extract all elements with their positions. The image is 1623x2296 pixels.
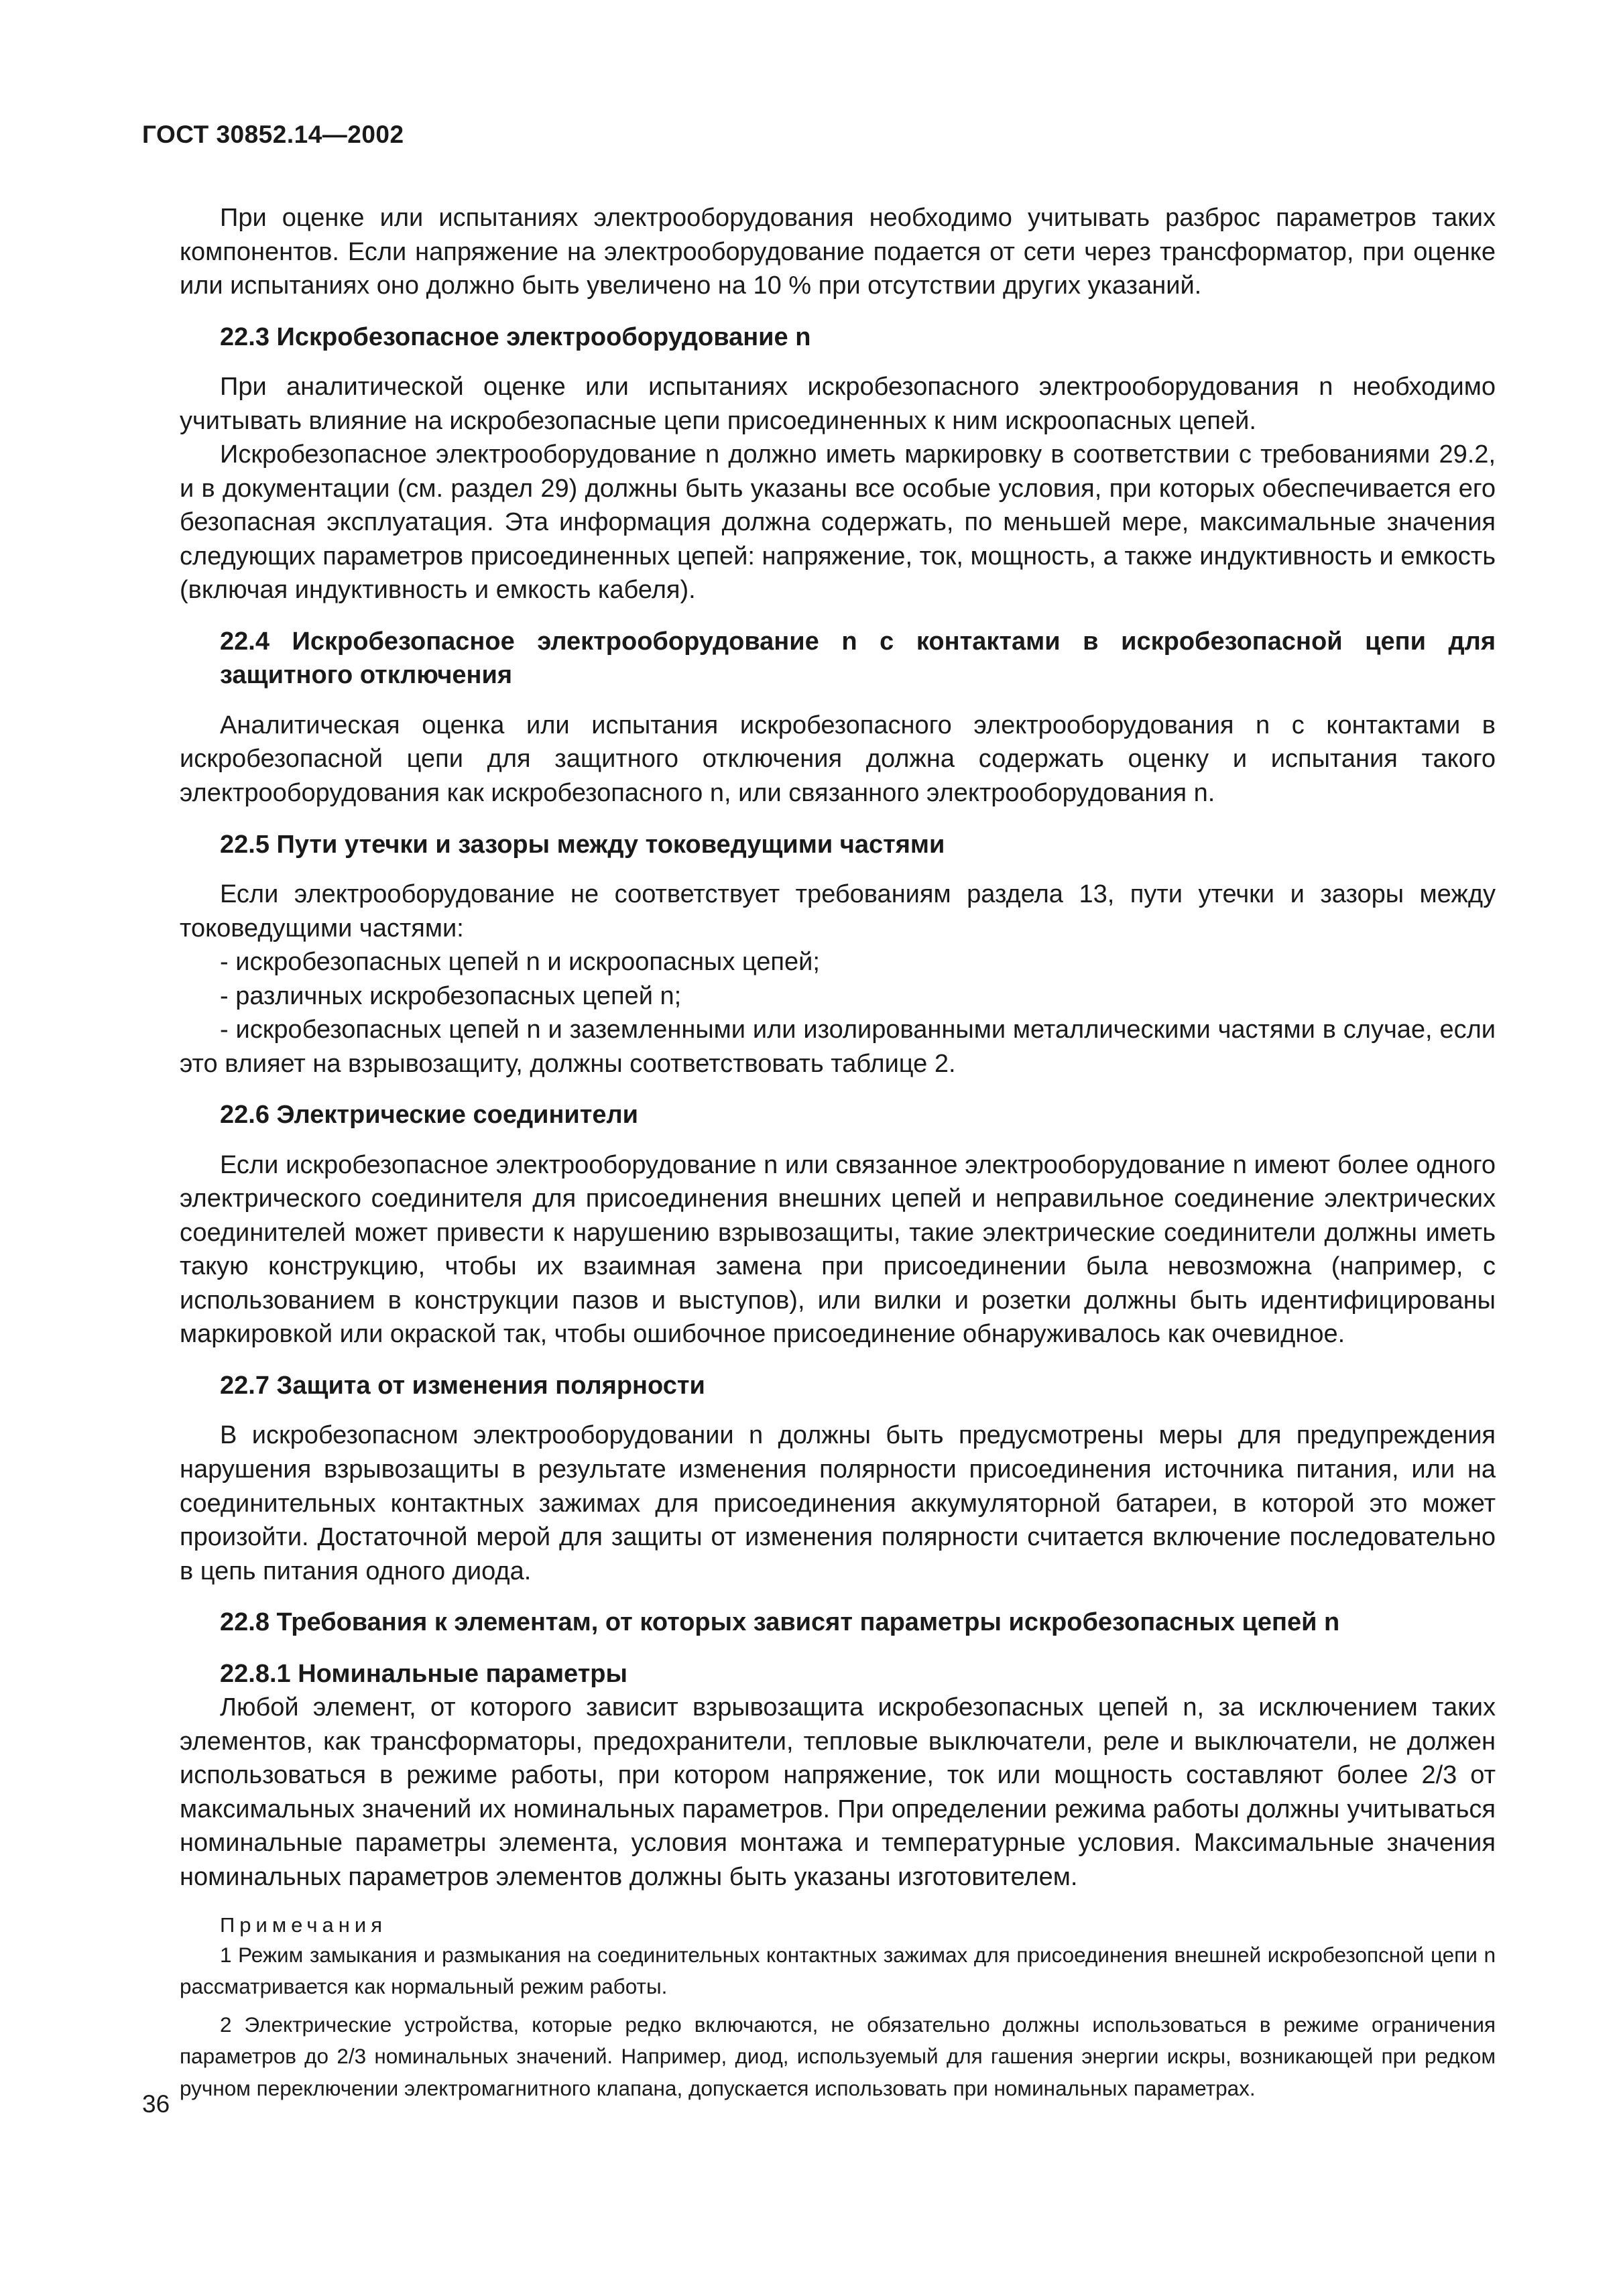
list-item: - искробезопасных цепей n и искроопасных цепей;	[220, 948, 820, 977]
section-heading-22-7: 22.7 Защита от изменения полярности	[220, 1371, 705, 1400]
section-heading-22-6: 22.6 Электрические соединители	[220, 1101, 638, 1130]
note-item: 1 Режим замыкания и размыкания на соединительных контактных зажимах для присоединения внешней искробезопсной цепи n рассматривается как нормальный режим работы.	[180, 1942, 1496, 1998]
paragraph: Любой элемент, от которого зависит взрывозащита искробезопасных цепей n, за исключением таких элементов, как трансформаторы, предохранители, тепловые выключатели, реле и выключатели, не должен использоваться в режиме работы, при котором напряжение, ток или мощность составляют более 2/3 от максимальных значений их номинальных параметров. При определении режима работы должны учитываться номинальные параметры элемента, условия монтажа и температурные условия. Максимальные значения номинальных параметров элементов должны быть указаны изготовителем.	[180, 1693, 1496, 1891]
section-heading-22-4: 22.4 Искробезопасное электрооборудование n с контактами в искробезопасной цепи для защитного отключения	[220, 627, 1496, 690]
paragraph: Аналитическая оценка или испытания искробезопасного электрооборудования n с контактами в искробезопасной цепи для защитного отключения должна содержать оценку и испытания такого электрооборудования как искробезопасного n, или связанного электрооборудования n.	[180, 711, 1496, 807]
paragraph: Если электрооборудование не соответствует требованиям раздела 13, пути утечки и зазоры между токоведущими частями:	[180, 880, 1496, 943]
list-item: - различных искробезопасных цепей n;	[220, 981, 682, 1010]
page-number: 36	[142, 2090, 170, 2118]
section-heading-22-5: 22.5 Пути утечки и зазоры между токоведущими частями	[220, 830, 945, 859]
paragraph: Искробезопасное электрооборудование n должно иметь маркировку в соответствии с требованиями 29.2, и в документации (см. раздел 29) должны быть указаны все особые условия, при которых обеспечивается его безопасная эксплуатация. Эта информация должна содержать, по меньшей мере, максимальные значения следующих параметров присоединенных цепей: напряжение, ток, мощность, а также индуктивность и емкость (включая индуктивность и емкость кабеля).	[180, 440, 1496, 605]
notes-heading: Примечания	[220, 1913, 387, 1937]
paragraph: При оценке или испытаниях электрооборудования необходимо учитывать разброс параметров таких компонентов. Если напряжение на электрооборудование подается от сети через трансформатор, при оценке или испытаниях оно должно быть увеличено на 10 % при отсутствии других указаний.	[180, 204, 1496, 300]
paragraph: Если искробезопасное электрооборудование n или связанное электрооборудование n имеют более одного электрического соединителя для присоединения внешних цепей и неправильное соединение электрических соединителей может привести к нарушению взрывозащиты, такие электрические соединители должны иметь такую конструкцию, чтобы их взаимная замена при присоединении была невозможна (например, с использованием в конструкции пазов и выступов), или вилки и розетки должны быть идентифицированы маркировкой или окраской так, чтобы ошибочное присоединение обнаруживалось как очевидное.	[180, 1150, 1496, 1349]
note-item: 2 Электрические устройства, которые редко включаются, не обязательно должны использоваться в режиме ограничения параметров до 2/3 номинальных значений. Например, диод, используемый для гашения энергии искры, возникающей при редком ручном переключении электромагнитного клапана, допускается использовать при номинальных параметрах.	[180, 2012, 1496, 2100]
section-heading-22-8: 22.8 Требования к элементам, от которых зависят параметры искробезопасных цепей n	[220, 1608, 1340, 1637]
document-body	[180, 201, 1496, 2104]
paragraph: При аналитической оценке или испытаниях искробезопасного электрооборудования n необходимо учитывать влияние на искробезопасные цепи присоединенных к ним искроопасных цепей.	[180, 373, 1496, 435]
section-heading-22-3: 22.3 Искробезопасное электрооборудование n	[220, 322, 811, 351]
page-header: ГОСТ 30852.14—2002	[142, 121, 404, 148]
paragraph: В искробезопасном электрооборудовании n должны быть предусмотрены меры для предупреждения нарушения взрывозащиты в результате изменения полярности присоединения источника питания, или на соединительных контактных зажимах для присоединения аккумуляторной батареи, в которой это может произойти. Достаточной мерой для защиты от изменения полярности считается включение последовательно в цепь питания одного диода.	[180, 1421, 1496, 1585]
list-item: - искробезопасных цепей n и заземленными или изолированными металлическими частями в случае, если это влияет на взрывозащиту, должны соответствовать таблице 2.	[180, 1016, 1496, 1078]
subsection-heading-22-8-1: 22.8.1 Номинальные параметры	[220, 1659, 627, 1688]
